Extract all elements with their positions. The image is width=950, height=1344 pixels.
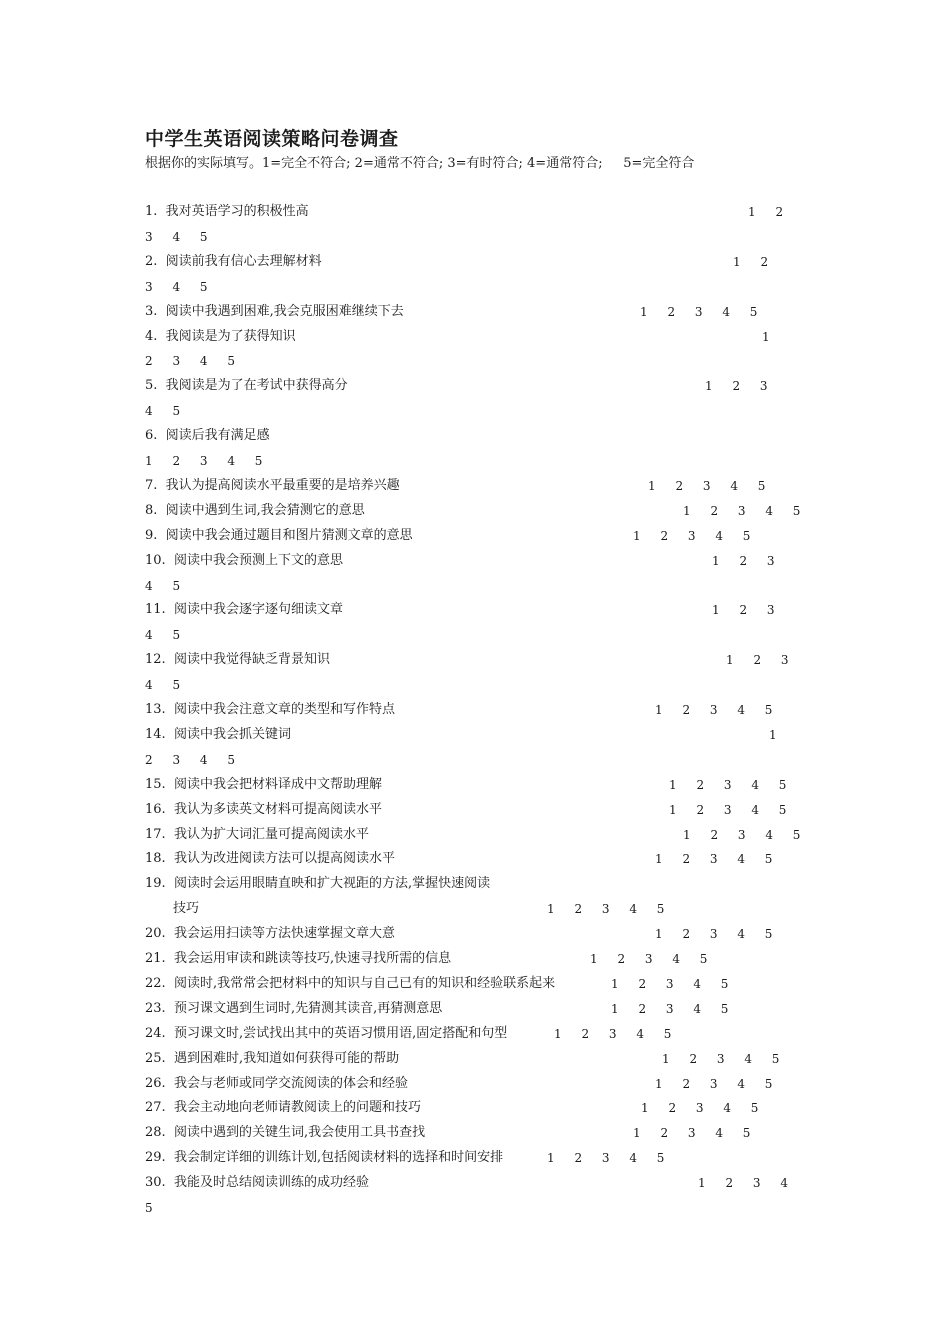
- question-text: 5. 我阅读是为了在考试中获得高分: [145, 378, 348, 394]
- rating-scale: 1 2 3 4 5: [611, 976, 729, 991]
- question-text: 30. 我能及时总结阅读训练的成功经验: [145, 1175, 369, 1191]
- rating-scale: 1 2 3 4 5: [655, 927, 773, 942]
- question-text: 23. 预习课文遇到生词时,先猜测其读音,再猜测意思: [145, 1000, 443, 1016]
- rating-scale-wrapped: 3 4 5: [145, 279, 208, 294]
- question-text: 17. 我认为扩大词汇量可提高阅读水平: [145, 826, 369, 842]
- question-text: 6. 阅读后我有满足感: [145, 428, 270, 444]
- question-text: 3. 阅读中我遇到困难,我会克服困难继续下去: [145, 303, 404, 319]
- rating-scale-wrapped: 2 3 4 5: [145, 354, 235, 369]
- question-text: 12. 阅读中我觉得缺乏背景知识: [145, 652, 330, 668]
- rating-scale: 1 2 3 4 5: [655, 852, 773, 867]
- rating-scale-wrapped: 3 4 5: [145, 229, 208, 244]
- page-title: 中学生英语阅读策略问卷调查: [145, 128, 399, 150]
- rating-scale: 1 2 3: [726, 653, 789, 668]
- rating-scale: 1 2 3 4 5: [655, 1076, 773, 1091]
- question-text: 4. 我阅读是为了获得知识: [145, 328, 296, 344]
- rating-scale: 1 2 3 4 5: [640, 304, 758, 319]
- question-text: 16. 我认为多读英文材料可提高阅读水平: [145, 801, 382, 817]
- rating-scale: 1 2 3 4 5: [547, 1151, 665, 1166]
- question-text: 9. 阅读中我会通过题目和图片猜测文章的意思: [145, 527, 413, 543]
- rating-scale: 1 2 3 4 5: [641, 1101, 759, 1116]
- question-text: 22. 阅读时,我常常会把材料中的知识与自己已有的知识和经验联系起来: [145, 975, 556, 991]
- question-text: 11. 阅读中我会逐字逐句细读文章: [145, 602, 343, 618]
- rating-scale: 1 2 3 4 5: [590, 952, 708, 966]
- question-text: 18. 我认为改进阅读方法可以提高阅读水平: [145, 851, 395, 867]
- question-text: 21. 我会运用审读和跳读等技巧,快速寻找所需的信息: [145, 951, 452, 966]
- rating-scale: 1 2 3 4 5: [611, 1001, 729, 1016]
- question-text: 28. 阅读中遇到的关键生词,我会使用工具书查找: [145, 1125, 426, 1141]
- question-text: 27. 我会主动地向老师请教阅读上的问题和技巧: [145, 1100, 421, 1116]
- rating-scale: 1 2 3: [705, 379, 768, 394]
- question-text: 26. 我会与老师或同学交流阅读的体会和经验: [145, 1075, 408, 1091]
- rating-scale: 1 2 3 4 5: [547, 902, 665, 917]
- question-text: 25. 遇到困难时,我知道如何获得可能的帮助: [145, 1050, 400, 1066]
- question-text: 13. 阅读中我会注意文章的类型和写作特点: [145, 702, 395, 717]
- question-text: 20. 我会运用扫读等方法快速掌握文章大意: [145, 926, 395, 942]
- question-text: 7. 我认为提高阅读水平最重要的是培养兴趣: [145, 477, 400, 493]
- rating-scale: 1 2 3 4 5: [683, 503, 801, 518]
- instruction-text: 根据你的实际填写。1=完全不符合; 2=通常不符合; 3=有时符合; 4=通常符合; 5=完全符合: [145, 156, 695, 171]
- question-text: 24. 预习课文时,尝试找出其中的英语习惯用语,固定搭配和句型: [145, 1025, 508, 1041]
- question-text: 14. 阅读中我会抓关键词: [145, 726, 291, 742]
- question-text: 1. 我对英语学习的积极性高: [145, 204, 309, 219]
- rating-scale: 1 2 3 4 5: [662, 1051, 780, 1066]
- rating-scale: 1 2 3 4 5: [669, 802, 787, 817]
- question-text: 19. 阅读时会运用眼睛直映和扩大视距的方法,掌握快速阅读: [145, 876, 491, 892]
- question-text: 29. 我会制定详细的训练计划,包括阅读材料的选择和时间安排: [145, 1150, 504, 1166]
- rating-scale-wrapped: 1 2 3 4 5: [145, 454, 263, 468]
- question-text-continued: 技巧: [173, 901, 200, 917]
- rating-scale: 1 2 3 4 5: [683, 827, 801, 842]
- rating-scale: 1 2 3: [712, 603, 775, 618]
- rating-scale-wrapped: 4 5: [145, 628, 181, 643]
- rating-scale: 1 2 3 4 5: [554, 1026, 672, 1041]
- rating-scale: 1: [762, 329, 770, 344]
- rating-scale: 1: [769, 727, 777, 742]
- rating-scale: 1 2 3 4 5: [669, 777, 787, 792]
- rating-scale: 1 2 3: [712, 553, 775, 568]
- rating-scale: 1 2 3 4 5: [648, 478, 766, 493]
- rating-scale: 1 2 3 4 5: [655, 703, 773, 717]
- rating-scale-wrapped: 5: [145, 1201, 153, 1215]
- question-text: 15. 阅读中我会把材料译成中文帮助理解: [145, 776, 382, 792]
- question-text: 8. 阅读中遇到生词,我会猜测它的意思: [145, 502, 365, 518]
- rating-scale-wrapped: 4 5: [145, 678, 181, 693]
- rating-scale: 1 2 3 4: [698, 1176, 788, 1191]
- rating-scale: 1 2: [748, 205, 784, 219]
- rating-scale: 1 2: [733, 254, 769, 269]
- question-text: 10. 阅读中我会预测上下文的意思: [145, 552, 343, 568]
- rating-scale: 1 2 3 4 5: [633, 1126, 751, 1141]
- rating-scale: 1 2 3 4 5: [633, 528, 751, 543]
- rating-scale-wrapped: 4 5: [145, 404, 181, 419]
- rating-scale-wrapped: 2 3 4 5: [145, 752, 235, 767]
- rating-scale-wrapped: 4 5: [145, 578, 181, 593]
- question-text: 2. 阅读前我有信心去理解材料: [145, 253, 322, 269]
